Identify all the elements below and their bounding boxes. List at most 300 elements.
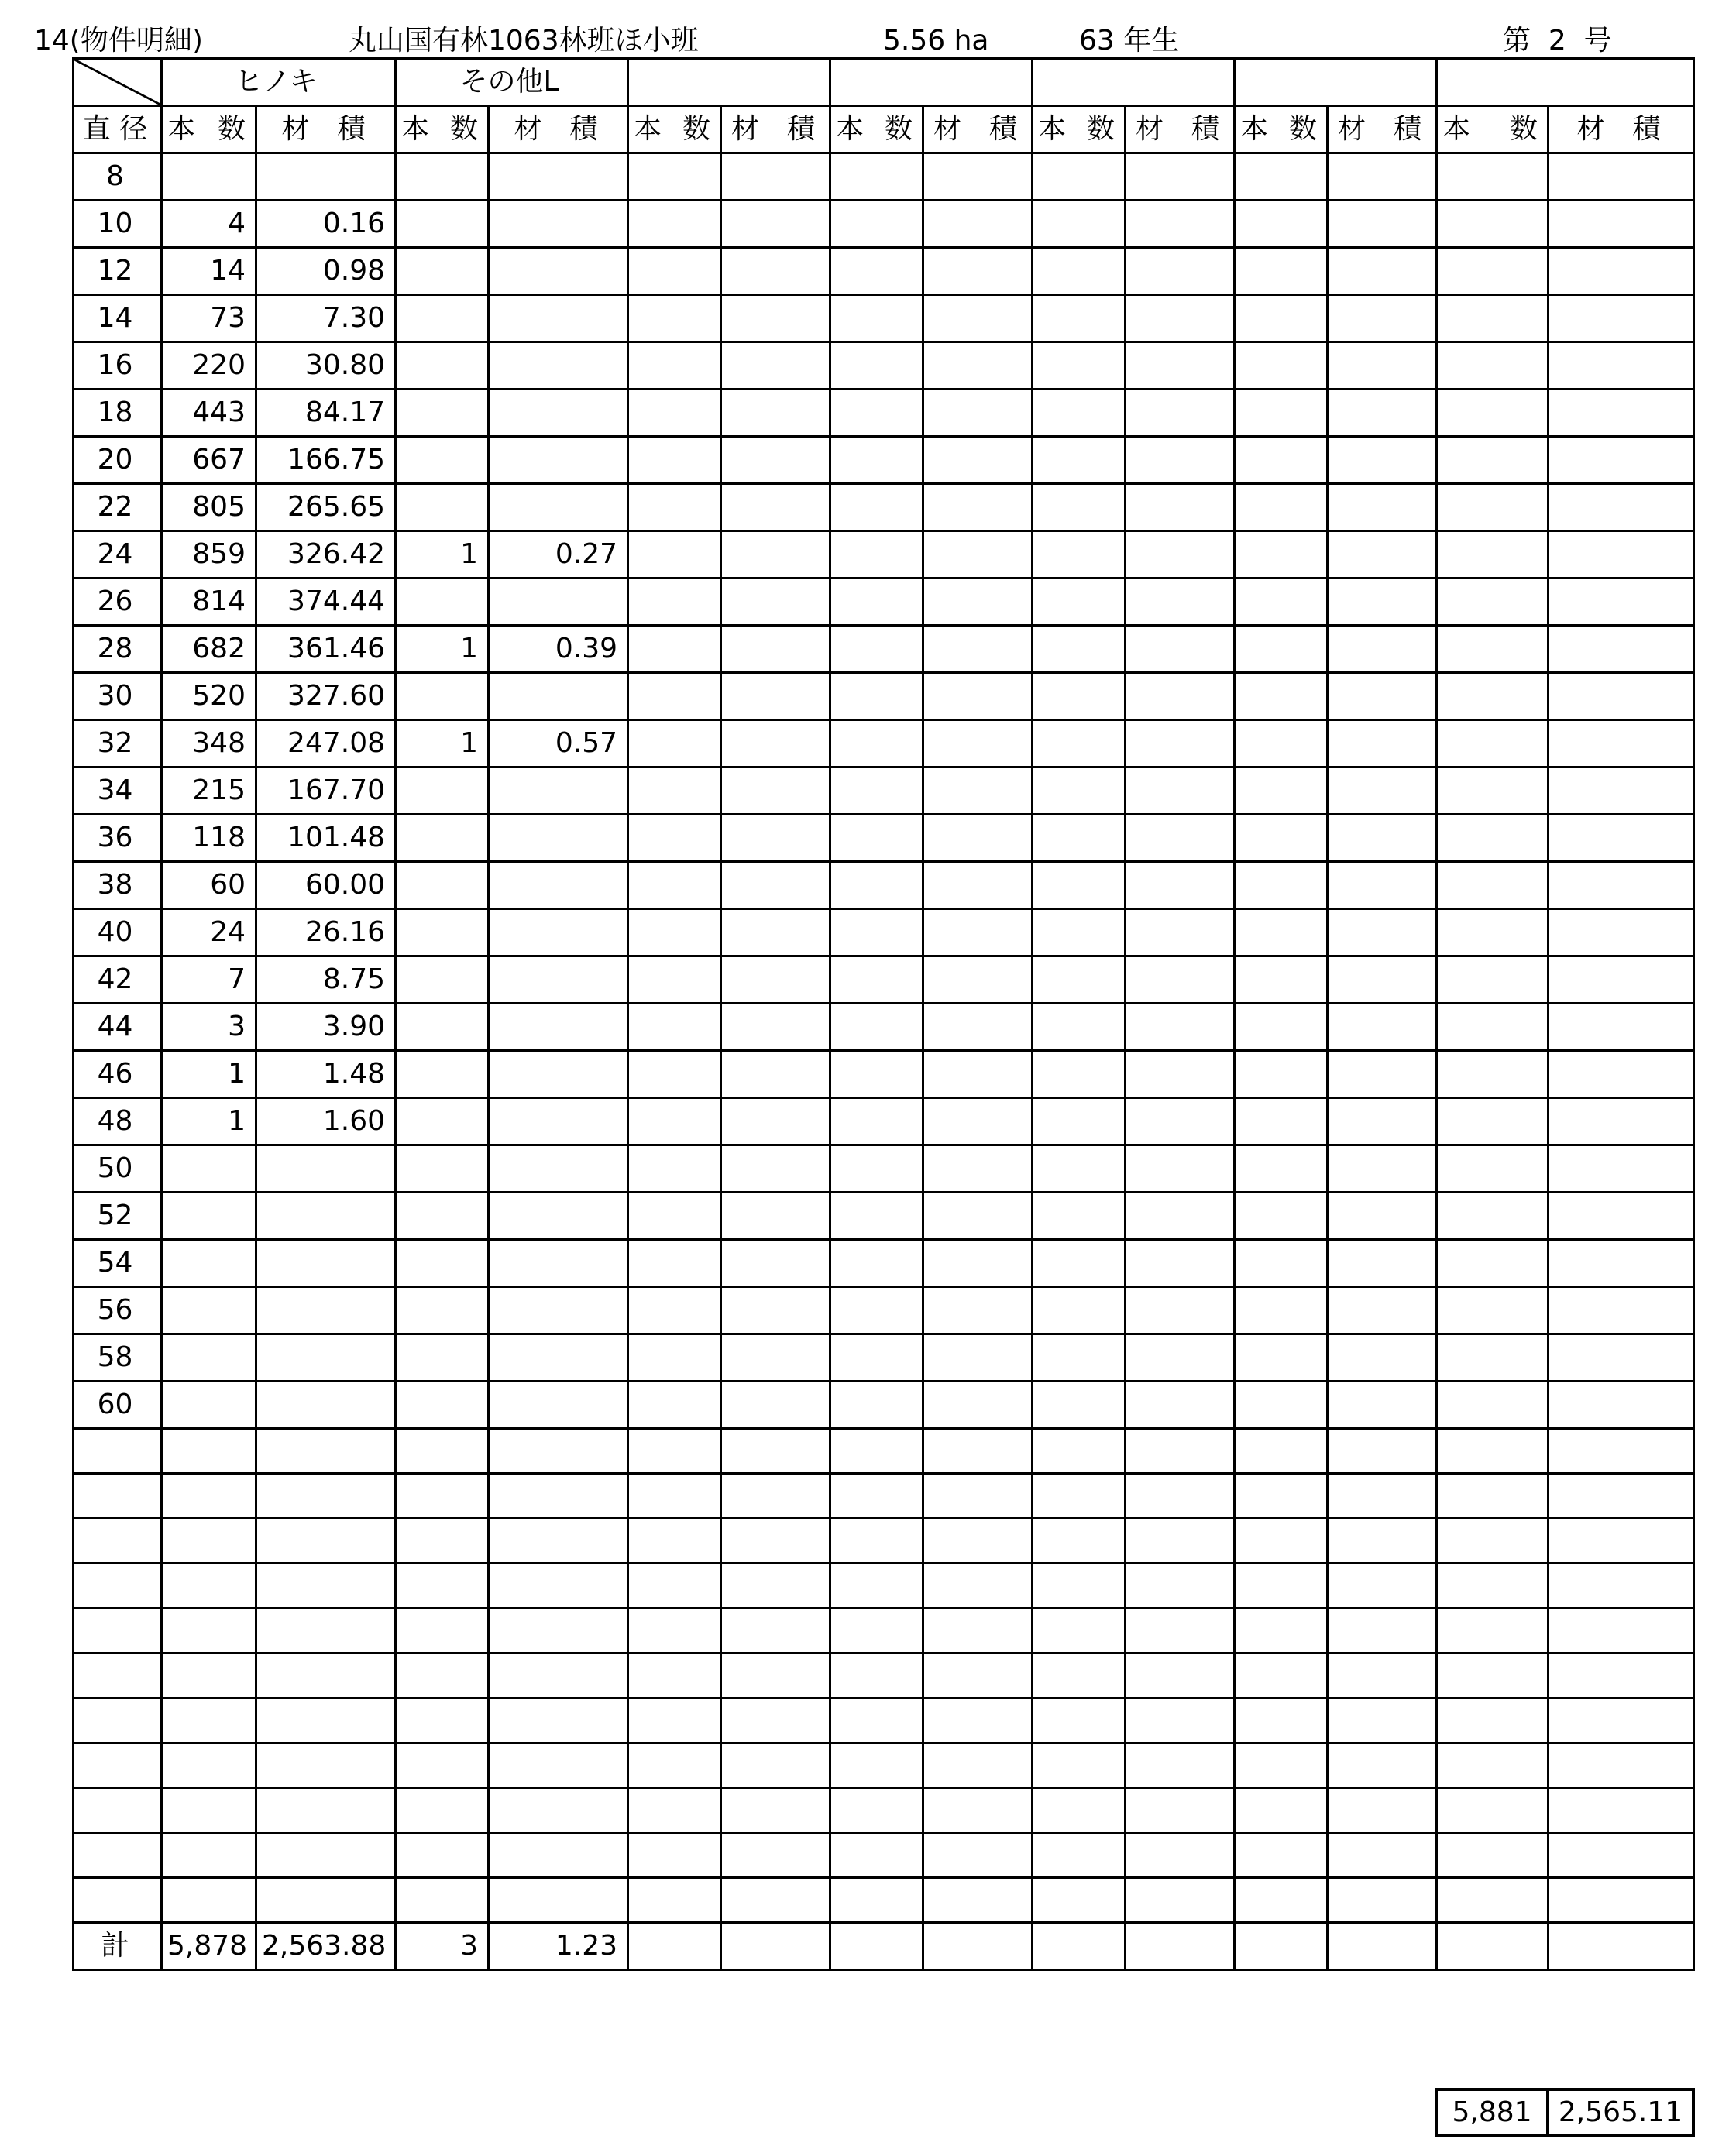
count-header-left: 本 <box>836 113 865 145</box>
count-cell <box>162 153 256 201</box>
empty-cell <box>628 1145 721 1193</box>
volume-cell <box>489 909 628 956</box>
count-cell <box>396 1788 489 1833</box>
volume-cell: 2,563.88 <box>256 1923 396 1970</box>
empty-cell <box>721 1098 830 1145</box>
count-cell: 443 <box>162 390 256 437</box>
volume-cell: 26.16 <box>256 909 396 956</box>
empty-cell <box>1549 1698 1694 1743</box>
empty-cell <box>1328 1878 1437 1923</box>
count-cell: 1 <box>396 626 489 673</box>
empty-cell <box>923 578 1033 626</box>
volume-cell <box>489 956 628 1004</box>
table-row <box>74 1240 1694 1287</box>
empty-cell <box>721 720 830 767</box>
count-column-header <box>162 106 256 153</box>
count-cell <box>396 248 489 295</box>
empty-cell <box>923 1923 1033 1970</box>
empty-cell <box>721 248 830 295</box>
empty-cell <box>923 1098 1033 1145</box>
empty-cell <box>1549 248 1694 295</box>
count-cell <box>396 1653 489 1698</box>
empty-cell <box>1235 390 1328 437</box>
diameter-cell: 18 <box>74 390 162 437</box>
empty-cell <box>1549 1334 1694 1382</box>
empty-cell <box>1549 720 1694 767</box>
empty-cell <box>1235 201 1328 248</box>
empty-cell <box>1437 1923 1549 1970</box>
empty-cell <box>1235 815 1328 862</box>
volume-cell <box>489 1429 628 1474</box>
table-row <box>74 1653 1694 1698</box>
empty-cell <box>1328 437 1437 484</box>
empty-cell <box>1235 1429 1328 1474</box>
empty-cell <box>830 1334 923 1382</box>
count-cell: 1 <box>162 1098 256 1145</box>
empty-cell <box>1549 1923 1694 1970</box>
count-header-right: 数 <box>217 113 246 145</box>
empty-cell <box>1033 1653 1126 1698</box>
volume-header-left: 材 <box>514 113 542 145</box>
empty-cell <box>628 1608 721 1653</box>
empty-cell <box>1328 342 1437 390</box>
empty-cell <box>830 342 923 390</box>
empty-cell <box>1437 626 1549 673</box>
volume-cell <box>489 767 628 815</box>
empty-cell <box>923 1004 1033 1051</box>
volume-cell <box>489 1743 628 1788</box>
empty-cell <box>923 1564 1033 1608</box>
empty-cell <box>1126 1145 1235 1193</box>
table-row <box>74 201 1694 248</box>
count-cell <box>396 1429 489 1474</box>
empty-cell <box>1437 1240 1549 1287</box>
empty-cell <box>1549 531 1694 578</box>
empty-cell <box>830 909 923 956</box>
count-cell <box>396 767 489 815</box>
empty-cell <box>1033 956 1126 1004</box>
empty-cell <box>1235 248 1328 295</box>
empty-cell <box>1437 437 1549 484</box>
volume-header-right: 積 <box>787 113 816 145</box>
volume-column-header <box>923 106 1033 153</box>
empty-cell <box>923 1382 1033 1429</box>
empty-cell <box>1437 720 1549 767</box>
empty-cell <box>1033 1519 1126 1564</box>
empty-cell <box>628 1564 721 1608</box>
empty-cell <box>830 1653 923 1698</box>
table-row <box>74 1429 1694 1474</box>
empty-cell <box>830 1287 923 1334</box>
empty-cell <box>721 815 830 862</box>
table-row <box>74 437 1694 484</box>
empty-cell <box>830 1098 923 1145</box>
empty-cell <box>1235 862 1328 909</box>
document-number: 14(物件明細) <box>34 25 203 57</box>
empty-cell <box>628 1193 721 1240</box>
diameter-cell: 58 <box>74 1334 162 1382</box>
empty-cell <box>721 1923 830 1970</box>
empty-cell <box>1549 1519 1694 1564</box>
empty-cell <box>721 1653 830 1698</box>
empty-cell <box>628 626 721 673</box>
empty-cell <box>1328 201 1437 248</box>
empty-cell <box>721 342 830 390</box>
volume-cell: 101.48 <box>256 815 396 862</box>
diameter-cell <box>74 1608 162 1653</box>
empty-cell <box>721 484 830 531</box>
empty-cell <box>830 1519 923 1564</box>
empty-cell <box>628 1698 721 1743</box>
volume-cell <box>256 1334 396 1382</box>
count-cell <box>396 1608 489 1653</box>
empty-cell <box>628 578 721 626</box>
diameter-cell <box>74 1429 162 1474</box>
volume-cell <box>489 1519 628 1564</box>
volume-cell <box>489 862 628 909</box>
empty-cell <box>628 1519 721 1564</box>
empty-cell <box>1328 1743 1437 1788</box>
empty-cell <box>1437 1653 1549 1698</box>
empty-cell <box>1126 1833 1235 1878</box>
empty-cell <box>1126 862 1235 909</box>
empty-cell <box>1235 1519 1328 1564</box>
volume-cell <box>256 1382 396 1429</box>
empty-cell <box>1437 1564 1549 1608</box>
diameter-cell <box>74 1833 162 1878</box>
diameter-cell: 38 <box>74 862 162 909</box>
empty-cell <box>628 1051 721 1098</box>
empty-cell <box>1437 862 1549 909</box>
empty-cell <box>628 956 721 1004</box>
empty-cell <box>1437 909 1549 956</box>
empty-cell <box>1033 531 1126 578</box>
count-cell: 220 <box>162 342 256 390</box>
empty-cell <box>923 767 1033 815</box>
count-cell: 859 <box>162 531 256 578</box>
empty-cell <box>830 484 923 531</box>
empty-cell <box>1549 1474 1694 1519</box>
count-header-right: 数 <box>1087 113 1115 145</box>
empty-cell <box>1033 484 1126 531</box>
volume-cell <box>489 1334 628 1382</box>
count-cell <box>396 1743 489 1788</box>
diameter-cell: 42 <box>74 956 162 1004</box>
count-header-left: 本 <box>1442 113 1471 145</box>
count-column-header <box>1033 106 1126 153</box>
empty-cell <box>1328 1098 1437 1145</box>
empty-cell <box>1126 1519 1235 1564</box>
volume-cell: 3.90 <box>256 1004 396 1051</box>
count-header-left: 本 <box>1038 113 1067 145</box>
empty-cell <box>1328 1051 1437 1098</box>
count-column-header <box>1437 106 1549 153</box>
forest-location: 丸山国有林1063林班ほ小班 <box>349 25 699 57</box>
empty-cell <box>1126 1474 1235 1519</box>
empty-cell <box>923 1878 1033 1923</box>
diameter-cell: 56 <box>74 1287 162 1334</box>
diameter-cell: 48 <box>74 1098 162 1145</box>
count-cell <box>396 1474 489 1519</box>
empty-cell <box>1033 1098 1126 1145</box>
empty-cell <box>1549 1878 1694 1923</box>
empty-cell <box>721 1474 830 1519</box>
empty-cell <box>721 1145 830 1193</box>
count-cell: 1 <box>396 720 489 767</box>
empty-cell <box>628 720 721 767</box>
empty-cell <box>1033 201 1126 248</box>
empty-cell <box>830 1743 923 1788</box>
empty-cell <box>1126 1004 1235 1051</box>
empty-cell <box>628 1653 721 1698</box>
volume-cell <box>256 1698 396 1743</box>
empty-cell <box>1126 1608 1235 1653</box>
empty-cell <box>1437 342 1549 390</box>
table-row <box>74 673 1694 720</box>
empty-cell <box>1126 673 1235 720</box>
empty-cell <box>1235 1098 1328 1145</box>
empty-cell <box>1328 862 1437 909</box>
empty-cell <box>1235 1240 1328 1287</box>
count-cell <box>162 1878 256 1923</box>
empty-cell <box>1437 767 1549 815</box>
volume-cell <box>489 815 628 862</box>
diagonal-line <box>74 60 160 105</box>
volume-cell <box>489 1653 628 1698</box>
empty-cell <box>721 1743 830 1788</box>
volume-cell: 0.27 <box>489 531 628 578</box>
empty-cell <box>830 1240 923 1287</box>
volume-cell <box>256 1564 396 1608</box>
empty-cell <box>1328 531 1437 578</box>
empty-cell <box>1033 1608 1126 1653</box>
volume-column-header <box>1126 106 1235 153</box>
volume-cell <box>256 1145 396 1193</box>
volume-cell <box>489 1564 628 1608</box>
table-row <box>74 767 1694 815</box>
empty-cell <box>1549 1788 1694 1833</box>
count-cell: 3 <box>162 1004 256 1051</box>
count-cell <box>162 1193 256 1240</box>
empty-cell <box>1328 767 1437 815</box>
empty-cell <box>1549 1004 1694 1051</box>
table-row <box>74 1334 1694 1382</box>
empty-cell <box>830 1923 923 1970</box>
volume-cell: 84.17 <box>256 390 396 437</box>
empty-cell <box>628 909 721 956</box>
empty-cell <box>721 862 830 909</box>
empty-cell <box>1549 626 1694 673</box>
empty-cell <box>1437 1788 1549 1833</box>
empty-cell <box>1126 720 1235 767</box>
empty-cell <box>830 153 923 201</box>
empty-cell <box>721 1382 830 1429</box>
table-row <box>74 390 1694 437</box>
empty-cell <box>1437 1429 1549 1474</box>
volume-cell <box>489 1698 628 1743</box>
diameter-cell: 12 <box>74 248 162 295</box>
empty-cell <box>1126 295 1235 342</box>
empty-cell <box>1437 484 1549 531</box>
empty-cell <box>1235 909 1328 956</box>
empty-cell <box>830 720 923 767</box>
empty-cell <box>1328 153 1437 201</box>
empty-cell <box>721 1833 830 1878</box>
volume-cell: 167.70 <box>256 767 396 815</box>
empty-cell <box>923 720 1033 767</box>
empty-cell <box>1126 484 1235 531</box>
species-heading: その他L <box>396 59 628 106</box>
volume-cell <box>489 484 628 531</box>
count-column-header <box>830 106 923 153</box>
empty-cell <box>1235 767 1328 815</box>
empty-cell <box>1126 815 1235 862</box>
empty-cell <box>628 1923 721 1970</box>
issue-number: 第 2 号 <box>1503 25 1612 57</box>
diameter-cell: 52 <box>74 1193 162 1240</box>
volume-cell: 60.00 <box>256 862 396 909</box>
volume-header-right: 積 <box>337 113 366 145</box>
count-cell <box>162 1608 256 1653</box>
empty-cell <box>1549 1608 1694 1653</box>
table-row <box>74 578 1694 626</box>
empty-cell <box>923 626 1033 673</box>
empty-cell <box>1437 1004 1549 1051</box>
empty-cell <box>1549 1240 1694 1287</box>
empty-cell <box>1328 909 1437 956</box>
table-row <box>74 1145 1694 1193</box>
empty-cell <box>923 1743 1033 1788</box>
empty-cell <box>1126 1193 1235 1240</box>
empty-cell <box>1126 1287 1235 1334</box>
diameter-cell: 36 <box>74 815 162 862</box>
empty-cell <box>721 1004 830 1051</box>
empty-cell <box>1437 390 1549 437</box>
empty-cell <box>1549 956 1694 1004</box>
empty-cell <box>1126 909 1235 956</box>
empty-cell <box>1033 390 1126 437</box>
empty-cell <box>1126 1564 1235 1608</box>
empty-cell <box>1033 1564 1126 1608</box>
empty-cell <box>1549 862 1694 909</box>
empty-cell <box>1033 295 1126 342</box>
volume-cell <box>489 673 628 720</box>
empty-cell <box>1235 1923 1328 1970</box>
empty-cell <box>1235 1193 1328 1240</box>
empty-cell <box>1126 1240 1235 1287</box>
empty-cell <box>1328 720 1437 767</box>
empty-cell <box>1235 720 1328 767</box>
volume-cell <box>256 153 396 201</box>
empty-cell <box>1549 578 1694 626</box>
volume-cell <box>256 1429 396 1474</box>
volume-cell <box>256 1193 396 1240</box>
volume-cell <box>489 437 628 484</box>
empty-cell <box>1328 1698 1437 1743</box>
empty-cell <box>1033 815 1126 862</box>
count-cell <box>396 390 489 437</box>
count-cell: 805 <box>162 484 256 531</box>
table-row <box>74 909 1694 956</box>
empty-cell <box>1328 673 1437 720</box>
empty-cell <box>628 248 721 295</box>
volume-cell: 326.42 <box>256 531 396 578</box>
empty-cell <box>830 201 923 248</box>
empty-cell <box>628 437 721 484</box>
count-cell <box>396 1698 489 1743</box>
volume-cell <box>256 1608 396 1653</box>
diameter-cell: 32 <box>74 720 162 767</box>
volume-cell <box>256 1240 396 1287</box>
table-row <box>74 1474 1694 1519</box>
empty-cell <box>1328 1653 1437 1698</box>
species-heading <box>1437 59 1694 106</box>
count-header-right: 数 <box>1289 113 1318 145</box>
count-cell: 73 <box>162 295 256 342</box>
volume-cell <box>489 390 628 437</box>
empty-cell <box>1033 1051 1126 1098</box>
empty-cell <box>721 1878 830 1923</box>
volume-header-right: 積 <box>989 113 1018 145</box>
empty-cell <box>1235 1287 1328 1334</box>
empty-cell <box>1328 248 1437 295</box>
volume-cell: 1.48 <box>256 1051 396 1098</box>
count-cell <box>396 1004 489 1051</box>
empty-cell <box>1549 673 1694 720</box>
empty-cell <box>1437 1833 1549 1878</box>
empty-cell <box>1437 201 1549 248</box>
count-cell <box>396 1287 489 1334</box>
empty-cell <box>1235 1564 1328 1608</box>
empty-cell <box>1549 484 1694 531</box>
volume-cell: 265.65 <box>256 484 396 531</box>
empty-cell <box>628 1382 721 1429</box>
empty-cell <box>923 248 1033 295</box>
empty-cell <box>628 1240 721 1287</box>
count-cell: 4 <box>162 201 256 248</box>
count-header-right: 数 <box>682 113 711 145</box>
empty-cell <box>1033 1833 1126 1878</box>
empty-cell <box>628 1334 721 1382</box>
empty-cell <box>721 201 830 248</box>
table-row <box>74 153 1694 201</box>
empty-cell <box>830 1004 923 1051</box>
empty-cell <box>628 1474 721 1519</box>
empty-cell <box>721 956 830 1004</box>
empty-cell <box>923 1608 1033 1653</box>
count-column-header <box>628 106 721 153</box>
empty-cell <box>1235 1653 1328 1698</box>
empty-cell <box>830 1382 923 1429</box>
count-header-left: 本 <box>167 113 196 145</box>
volume-cell <box>489 578 628 626</box>
empty-cell <box>1328 1788 1437 1833</box>
volume-cell: 374.44 <box>256 578 396 626</box>
count-cell: 5,878 <box>162 1923 256 1970</box>
volume-header-left: 材 <box>933 113 962 145</box>
empty-cell <box>1437 673 1549 720</box>
empty-cell <box>830 1833 923 1878</box>
empty-cell <box>923 1833 1033 1878</box>
empty-cell <box>923 153 1033 201</box>
empty-cell <box>1033 1923 1126 1970</box>
empty-cell <box>830 295 923 342</box>
empty-cell <box>1549 1382 1694 1429</box>
volume-column-header <box>489 106 628 153</box>
count-cell <box>162 1698 256 1743</box>
empty-cell <box>1437 531 1549 578</box>
area-value: 5.56 ha <box>883 25 989 57</box>
